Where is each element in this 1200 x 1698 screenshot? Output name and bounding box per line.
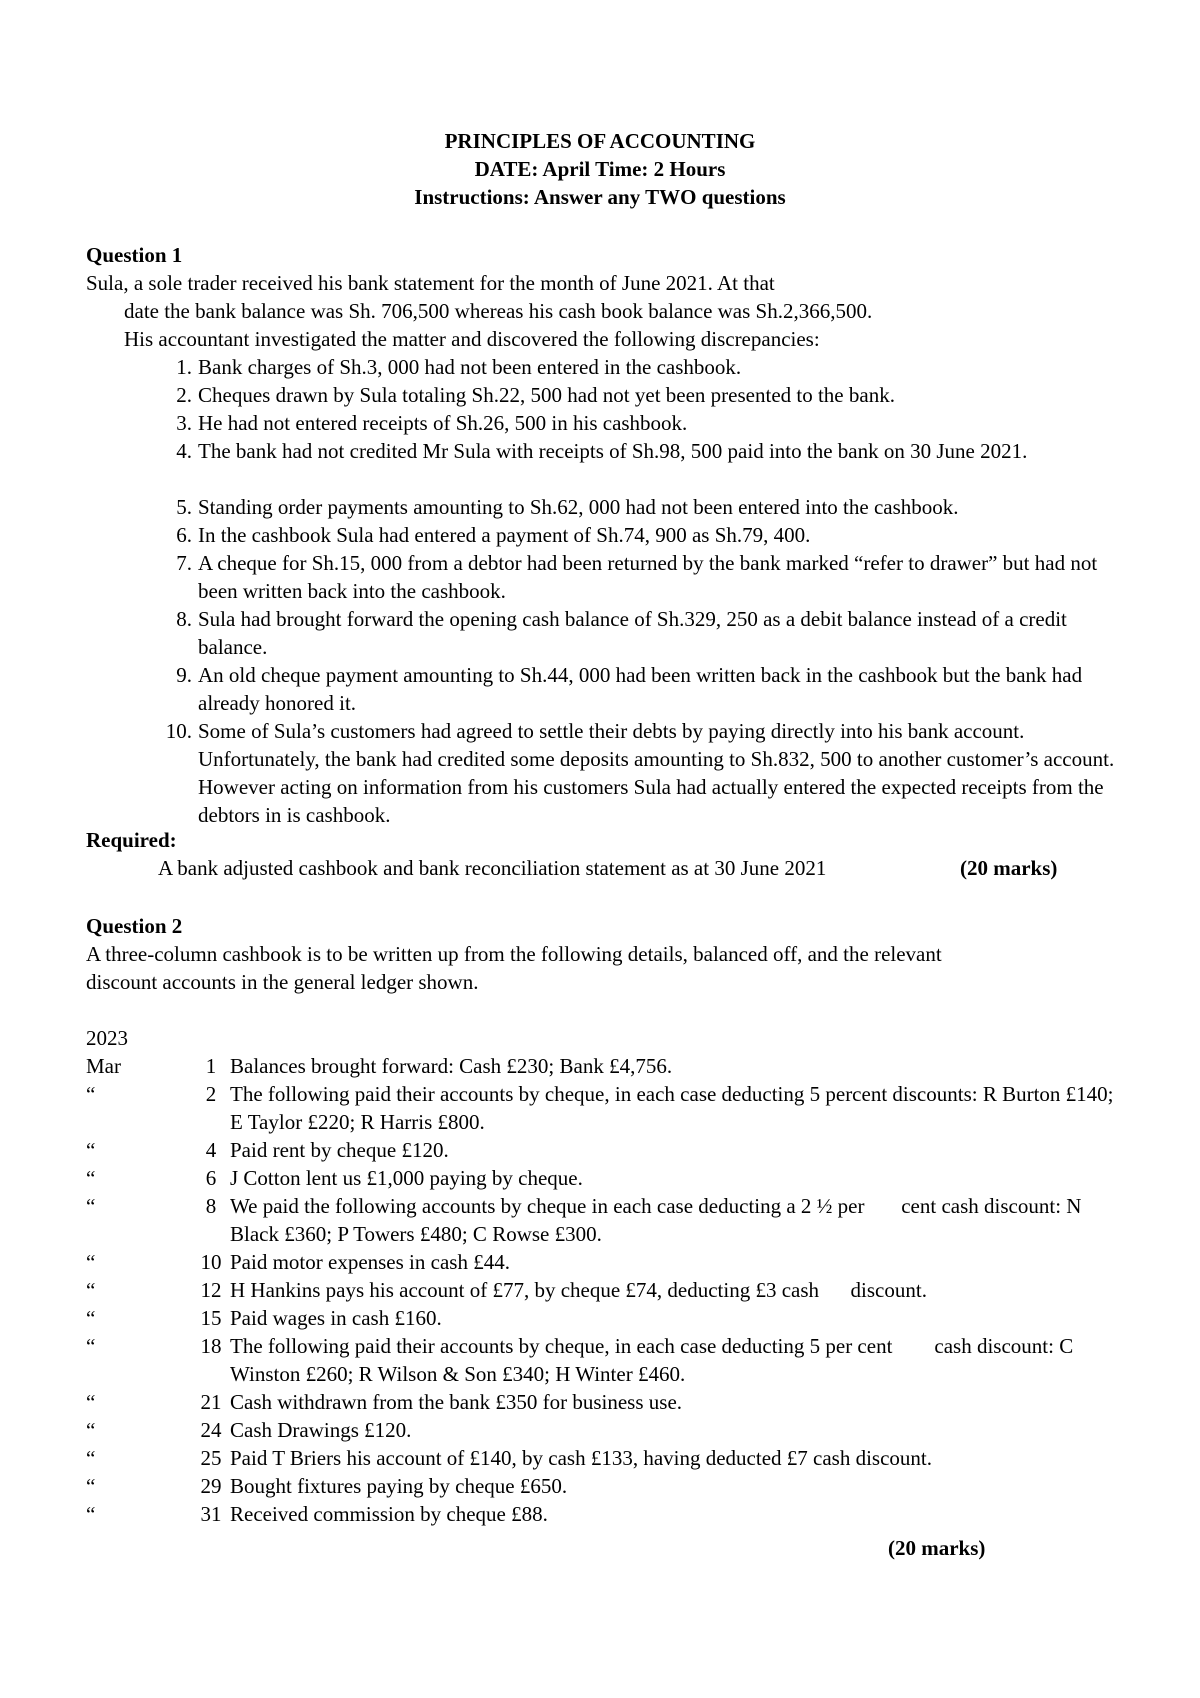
transaction-day: 24 <box>200 1418 222 1442</box>
item-text: In the cashbook Sula had entered a payment of Sh.74, 900 as Sh.79, 400. <box>198 523 811 547</box>
item-number: 1. <box>176 355 192 379</box>
transaction-day: 12 <box>200 1278 222 1302</box>
transaction-day: 25 <box>200 1446 222 1470</box>
exam-instructions: Instructions: Answer any TWO questions <box>414 185 786 209</box>
transaction-day: 21 <box>200 1390 222 1414</box>
transaction-month: “ <box>86 1418 96 1442</box>
item-text: A cheque for Sh.15, 000 from a debtor had been returned by the bank marked “refer to drawer” but had not been written back into the cashbook. <box>198 551 1098 603</box>
transaction-text: Balances brought forward: Cash £230; Bank £4,756. <box>230 1054 673 1078</box>
transaction-day: 10 <box>200 1250 222 1274</box>
transaction-text: Received commission by cheque £88. <box>230 1502 548 1526</box>
transaction-day: 4 <box>205 1138 217 1162</box>
item-text: Some of Sula’s customers had agreed to settle their debts by paying directly into his bank account. Unfortunately, the bank had credited some deposits amounting to Sh.832, 500 to another customer’s account. However acting on information from his customers Sula had actually entered the expected receipts from the debtors in is cashbook. <box>198 719 1115 827</box>
transaction-month: Mar <box>86 1054 121 1078</box>
question-1-marks: (20 marks) <box>960 856 1058 880</box>
item-number: 10. <box>165 719 192 743</box>
transaction-text: Paid rent by cheque £120. <box>230 1138 449 1162</box>
transaction-day: 6 <box>205 1166 217 1190</box>
transaction-month: “ <box>86 1446 96 1470</box>
transaction-month: “ <box>86 1082 96 1106</box>
item-number: 5. <box>176 495 192 519</box>
item-number: 9. <box>176 663 192 687</box>
exam-date-line: DATE: April Time: 2 Hours <box>474 157 726 181</box>
transaction-day: 29 <box>200 1474 222 1498</box>
required-text: A bank adjusted cashbook and bank reconciliation statement as at 30 June 2021 <box>158 856 827 880</box>
transaction-text: Cash withdrawn from the bank £350 for business use. <box>230 1390 683 1414</box>
transaction-day: 31 <box>200 1502 222 1526</box>
transaction-month: “ <box>86 1166 96 1190</box>
transaction-day: 1 <box>205 1054 217 1078</box>
transaction-text: Paid T Briers his account of £140, by cash £133, having deducted £7 cash discount. <box>230 1446 933 1470</box>
question-2-heading: Question 2 <box>86 914 183 938</box>
transaction-month: “ <box>86 1278 96 1302</box>
transaction-text: Cash Drawings £120. <box>230 1418 412 1442</box>
question-1-heading: Question 1 <box>86 243 183 267</box>
transaction-month: “ <box>86 1138 96 1162</box>
question-2-para-line-1: A three-column cashbook is to be written up from the following details, balanced off, and the relevant <box>86 942 942 966</box>
transaction-text: J Cotton lent us £1,000 paying by cheque. <box>230 1166 583 1190</box>
transaction-day: 2 <box>205 1082 217 1106</box>
transaction-text: The following paid their accounts by cheque, in each case deducting 5 per cent cash discount: C Winston £260; R Wilson & Son £340; H Winter £460. <box>230 1334 1079 1386</box>
transaction-month: “ <box>86 1194 96 1218</box>
transaction-text: H Hankins pays his account of £77, by cheque £74, deducting £3 cash discount. <box>230 1278 927 1302</box>
required-label: Required: <box>86 828 177 852</box>
transaction-day: 15 <box>200 1306 222 1330</box>
item-text: Cheques drawn by Sula totaling Sh.22, 500 had not yet been presented to the bank. <box>198 383 895 407</box>
transaction-day: 18 <box>200 1334 222 1358</box>
transaction-month: “ <box>86 1502 96 1526</box>
transaction-text: The following paid their accounts by cheque, in each case deducting 5 percent discounts: R Burton £140; E Taylor £220; R Harris £800. <box>230 1082 1114 1134</box>
item-number: 7. <box>176 551 192 575</box>
question-2-para-line-2: discount accounts in the general ledger shown. <box>86 970 479 994</box>
transaction-month: “ <box>86 1250 96 1274</box>
transactions-year: 2023 <box>86 1026 128 1050</box>
item-number: 6. <box>176 523 192 547</box>
transaction-month: “ <box>86 1306 96 1330</box>
transaction-month: “ <box>86 1474 96 1498</box>
transaction-month: “ <box>86 1334 96 1358</box>
transaction-month: “ <box>86 1390 96 1414</box>
item-text: Bank charges of Sh.3, 000 had not been entered in the cashbook. <box>198 355 742 379</box>
transaction-text: Paid wages in cash £160. <box>230 1306 442 1330</box>
item-text: An old cheque payment amounting to Sh.44, 000 had been written back in the cashbook but the bank had already honored it. <box>198 663 1083 715</box>
question-1-intro-line-2: date the bank balance was Sh. 706,500 whereas his cash book balance was Sh.2,366,500. <box>124 299 873 323</box>
transaction-day: 8 <box>205 1194 217 1218</box>
transaction-text: We paid the following accounts by cheque in each case deducting a 2 ½ per cent cash discount: N Black £360; P Towers £480; C Rowse £300. <box>230 1194 1087 1246</box>
item-number: 2. <box>176 383 192 407</box>
item-text: He had not entered receipts of Sh.26, 500 in his cashbook. <box>198 411 688 435</box>
transaction-text: Paid motor expenses in cash £44. <box>230 1250 510 1274</box>
question-1-intro-line-3: His accountant investigated the matter and discovered the following discrepancies: <box>124 327 820 351</box>
question-1-intro-line-1: Sula, a sole trader received his bank statement for the month of June 2021. At that <box>86 271 775 295</box>
item-text: Standing order payments amounting to Sh.62, 000 had not been entered into the cashbook. <box>198 495 959 519</box>
transaction-text: Bought fixtures paying by cheque £650. <box>230 1474 568 1498</box>
exam-title: PRINCIPLES OF ACCOUNTING <box>444 129 756 153</box>
item-number: 3. <box>176 411 192 435</box>
item-text: Sula had brought forward the opening cash balance of Sh.329, 250 as a debit balance instead of a credit balance. <box>198 607 1067 659</box>
item-text: The bank had not credited Mr Sula with receipts of Sh.98, 500 paid into the bank on 30 June 2021. <box>198 439 1028 463</box>
question-2-marks: (20 marks) <box>888 1536 986 1560</box>
item-number: 4. <box>176 439 192 463</box>
item-number: 8. <box>176 607 192 631</box>
